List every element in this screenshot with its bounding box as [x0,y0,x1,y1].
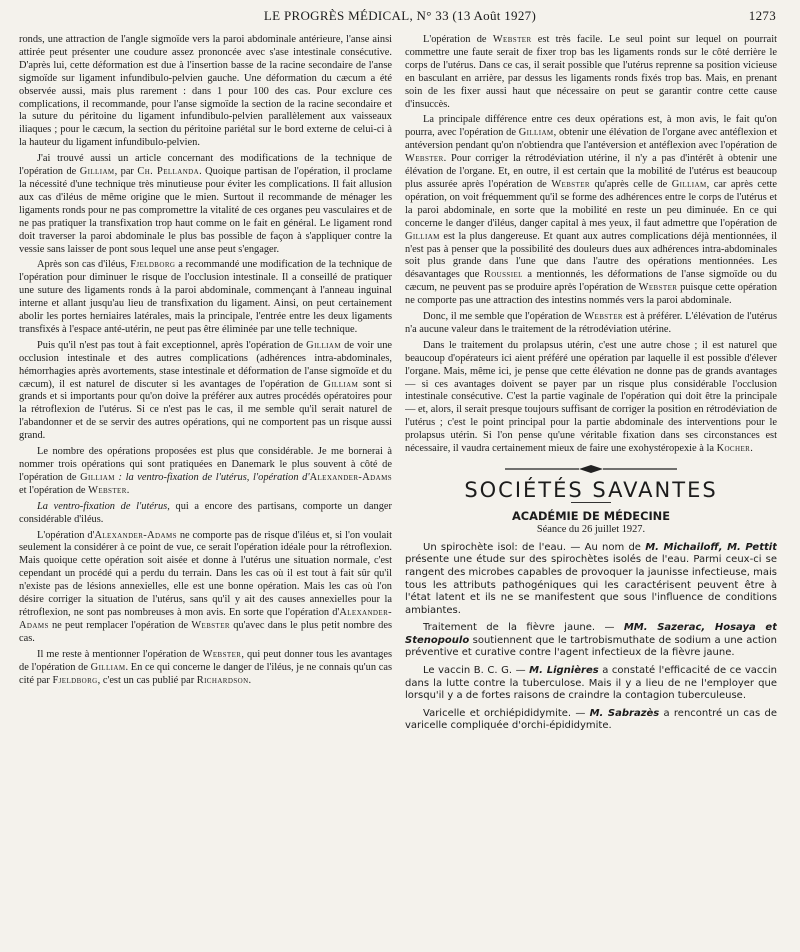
text-run: L'opération de [423,34,493,45]
author-name: Webster [202,648,242,660]
text-run: a recommandé une modification de la technique de l'opération pour diminuer le risque de l'occlusion intestinale. Il a conseillé de pratiquer une suture des ligaments ronds à la paroi abdominale, commençant à l'anneau inguinal interne et allant jusqu'au lieu de transfixation du ligament. Ainsi, on peut certainement abolir les portes herniaires latérales, mais la principale, l'entrée entre les deux ligaments transfixés à l'espace anté-utérin, ne peut pas être éliminée par une telle technique. [19,259,392,335]
author-name: Gilliam [518,127,554,139]
text-run: Le nombre des opérations proposées est plus que considérable. Je me bornerai à nommer trois opérations qui sont pratiquées en Danemark le plus souvent à côté de l'opération de [19,446,392,483]
author-name: Fjeldborg [52,674,98,686]
text-run: Traitement de la fièvre jaune. — [423,622,624,634]
author-name: Gilliam [90,661,126,673]
text-run: . Pour corriger la rétrodéviation utérine, il n'y a pas d'intérêt à obtenir une élévation de l'organe. Et, en outre, il est certain que la mobilité de l'utérus est beaucoup plus assurée après l'opération de [405,153,777,190]
author-name: Fjeldborg [130,259,176,271]
text-run: a mentionnés, les déformations de l'anse sigmoïde ou du cæcum, ne peuvent pas se produire après l'opération de [405,269,777,294]
text-run: ne peut remplacer l'opération de [48,619,192,631]
paragraph: ronds, une attraction de l'angle sigmoïde vers la paroi abdominale antérieure, l'anse ainsi attirée peut présenter une coudure assez prononcée avec s'ase intestinale consécutive. D'après lui, cette déformation est due à l'insertion basse de la racine secondaire de l'anse sigmoïde sur ligament infundibulo-pelvien gauche. Une déformation du cæcum a été observée aussi, mais plus rarement : dans 1 pour 100 des cas. Pour exclure ces complications, il recommande, pour l'anse sigmoïde la section de la racine secondaire et la suture du péritoine du ligament infundibulo-pelvien parallèlement aux vaisseaux iliaques ; pour le cæcum, la section du péritoine pariétal sur le bord externe de celui-ci à la hauteur du ligament infundibulo-pelvien. [19,34,392,149]
text-run: est à préférer. L'élévation de l'utérus n'a aucune valeur dans le traitement de la rétrodéviation utérine. [405,311,777,335]
text-run: . [126,484,130,496]
text-run: , qui peut donner tous les avantages de l'opération de [19,648,392,673]
section-title: SOCIÉTÉS SAVANTES [464,478,718,502]
text-run: . Quoique partisan de l'opération, il proclame la nécessité d'une technique très minutieuse pour éviter les complications. Il fait allusion aux cas d'iléus de même origine que le mien. Surtout il recommande de ménager les ligaments ronds pour ne pas compromettre la vitalité de ces organes peu vasculaires et de ne pas pratiquer la transfixation trop haut comme on le fait en général. Le ligament rond doit traverser la paroi abdominale le plus bas possible de façon à s'appliquer contre la vessie sans laisser de pont sous lequel une anse peut s'engager. [19,166,392,255]
text-run: , c'est un cas publié par [97,674,197,686]
author-name: Gilliam [80,471,115,483]
text-run: , qui a encore des partisans, comporte un danger considérable d'iléus. [19,500,392,525]
text-run: Le vaccin B. C. G. — [423,665,530,677]
session-date: Séance du 26 juillet 1927. [536,523,646,535]
author-name: Webster [638,282,678,294]
author-name: Webster [492,34,532,45]
text-run: . [750,443,753,455]
author-name: MM. Sazerac, Hosaya et Stenopoulo [405,622,777,646]
text-run: puisque cette opération ne comporte pas une attraction des intestins nommés vers la paroi abdominale. [405,282,777,307]
academy-title: ACADÉMIE DE MÉDECINE [511,508,670,523]
text-run: ne comporte pas de risque d'iléus et, si l'on voulait seulement la considérer à ce point de vue, ce serait l'opération idéale pour la rétroflexion. Mais quoique cette opération soit aisée et donne à l'utérus une situation normale, c'est cependant un procédé qui a perdu du terrain. Dans les cas où il est tout à fait sûr qu'il n'existe pas de lésions annexielles, elle est une bonne opération. Mais les cas où l'on désire corriger la situation de l'utérus, sans qu'il y ait des causes annexielles pour la rétroflexion, ne sont pas nombreuses à mon avis. En sorte que l'opération d' [19,529,392,618]
paragraph [19,530,392,646]
author-name: Alexander-Adams [94,529,177,541]
text-run: L'opération d' [37,529,95,541]
text-run: présente une étude sur des spirochètes isolés de l'eau. Parmi ceux-ci se rangent des microbes capables de provoquer la jaunisse infectieuse, mais tous les attributs pathogéniques qui les caractérisent peuvent être à l'état latent et ils ne se manifestent que sous l'influence de conditions ambiantes. [405,554,777,616]
author-name: Alexander-Adams [19,606,392,631]
text-run: . En ce qui concerne le danger de l'iléus, je ne connais qu'un cas cité par [19,661,392,686]
text-run: Il me reste à mentionner l'opération de [37,648,203,660]
author-name: Webster [191,619,230,631]
author-name: Webster [405,153,444,165]
author-name: Webster [551,178,590,190]
report-item [405,665,777,703]
author-name: Gilliam [79,166,115,178]
text-run: J'ai trouvé aussi un article concernant des modifications de la technique de l'opération de [19,153,392,178]
text-run: , obtenir une élévation de l'organe avec antéflexion et antéversion pendant qu'on n'obtiendra que l'antéversion et antéflexion avec l'opération de [405,127,777,152]
session-reports [405,542,777,733]
page-number: 1273 [748,8,776,23]
author-name: Gilliam [323,378,359,390]
author-name: Webster [88,484,127,496]
author-name: Kocher [716,443,751,455]
report-item [405,542,777,618]
text-run: Varicelle et orchiépididymite. — [423,707,590,719]
text-run: a constaté l'efficacité de ce vaccin dans la lutte contre la tuberculose. Mais il y a lieu de ne l'employer que lorsqu'il y a de fortes raisons de craindre la contagion tuberculeuse. [405,665,777,702]
author-name: M. Lignières [529,665,599,677]
paragraph [405,311,777,337]
author-name: Richardson [196,674,249,686]
text-run: Dans le traitement du prolapsus utérin, c'est une autre chose ; il est naturel que beaucoup d'opérateurs ici aient préféré une opération par laquelle il est possible d'élever l'organe. Mais, même ici, je pense que cette élévation ne donne pas de grands avantages — si ces avantages doivent se payer par un risque plus considérable l'occlusion intestinale consécutive. C'est la partie vaginale de l'opération qui doit être la principale — et, alors, il serait presque toujours suffisant de corriger la position en rétrodéviation de l'utérus ; c'est le point principal pour la partie abdominale des interventions pour le prolapsus utérin. Si l'on pense qu'une véritable fixation dans ses circonstances est nécessaire, il vaudra certainement mieux de faire une exohystéropexie à la [405,339,777,455]
author-name: M. Michailoff, M. Pettit [645,541,777,553]
text-run: de voir une occlusion intestinale et des autres complications (adhérences intra-abdominales, hémorrhagies après avortements, stase intestinale et déformation de l'anse sigmoïde et du cæcum), il est naturel de discuter si les avantages de l'opération de [19,339,392,390]
text-run: est la plus dangereuse. Et quant aux autres complications déjà mentionnées, il n'est pas à penser que la possibilité des douleurs dues aux adhérences intra-abdominales soit plus grande dans l'une que dans l'autre des opérations mentionnées. Les désavantages que [405,230,777,281]
report-item [405,708,777,733]
text-run: Un spirochète isol: de l'eau. — Au nom de [423,541,646,553]
paragraph [405,340,777,456]
paragraph [19,259,392,336]
section-rule [571,502,611,503]
text-run: Donc, il me semble que l'opération de [423,311,585,323]
text-run: Après son cas d'iléus, [37,259,131,271]
text-run: : la ventro-fixation de l'utérus, l'opération d' [114,471,310,483]
text-run: et l'opération de [19,484,89,496]
author-name: Gilliam [306,339,341,351]
author-name: Gilliam [671,178,707,190]
author-name: M. Sabrazès [589,707,660,719]
right-column [405,34,777,944]
text-run: , car après cette opération, on voit fréquemment qu'il se forme des adhérences entre le corps de l'utérus et la paroi abdominale, en sorte que la mobilité en reste un peu diminuée. En ce qui concerne le danger d'iléus, danger capital à mes yeux, il faut admettre que l'opération de [405,178,777,229]
text-run: Puis qu'il n'est pas tout à fait exceptionnel, après l'opération de [37,339,307,351]
text-run: qu'après celle de [590,178,672,190]
author-name: Ch. Pellanda [137,166,200,178]
paragraph [19,340,392,443]
paragraph [19,153,392,256]
paragraph [405,34,777,111]
text-run: La ventro-fixation de l'utérus [37,500,168,512]
text-run: sont si grands et si importants pour qu'on doive la préférer aux autres procédés opératoires pour la rétroflexion de l'utérus. Si ce n'est pas le cas, il me semble qu'il serait naturel de l'abandonner et de se servir des autres opérations, qui ne comportent pas un risque aussi grand. [19,378,392,442]
left-column [19,34,392,944]
text-run: est très facile. Le seul point sur lequel on pourrait commettre une faute serait de fixer trop bas les ligaments ronds sur le côté derrière le corps de l'utérus. Dans ce cas, il serait possible que l'utérus reprenne sa position vicieuse en basculant en arrière, par dessus les ligaments ronds fixés trop bas. Mais, en prenant soin de les fixer aussi haut que nécessaire on peut se garantir contre cette cause d'insuccès. [405,34,777,110]
author-name: Webster [584,311,623,323]
text-run: . [248,674,252,686]
author-name: Gilliam [405,230,440,242]
report-item [405,622,777,660]
text-run: , par [114,166,138,178]
section-ornament [501,464,681,474]
paragraph [405,114,777,308]
paragraph [19,446,392,498]
author-name: Roussiel [483,269,523,281]
paragraph [19,649,392,688]
text-run: a rencontré un cas de varicelle compliquée d'orchi-épididymite. [405,707,777,732]
paragraph [19,501,392,527]
author-name: Alexander-Adams [309,471,392,483]
journal-title: LE PROGRÈS MÉDICAL, N° 33 (13 Août 1927) [263,8,537,23]
text-run: soutiennent que le tartrobismuthate de sodium a une action préventive et curative contre l'agent infectieux de la fièvre jaune. [405,634,777,659]
page-header [0,4,800,26]
text-run: qu'avec dans le plus petit nombre des cas. [19,619,392,644]
text-run: La principale différence entre ces deux opérations est, à mon avis, le fait qu'on pourra, avec l'opération de [405,114,777,139]
